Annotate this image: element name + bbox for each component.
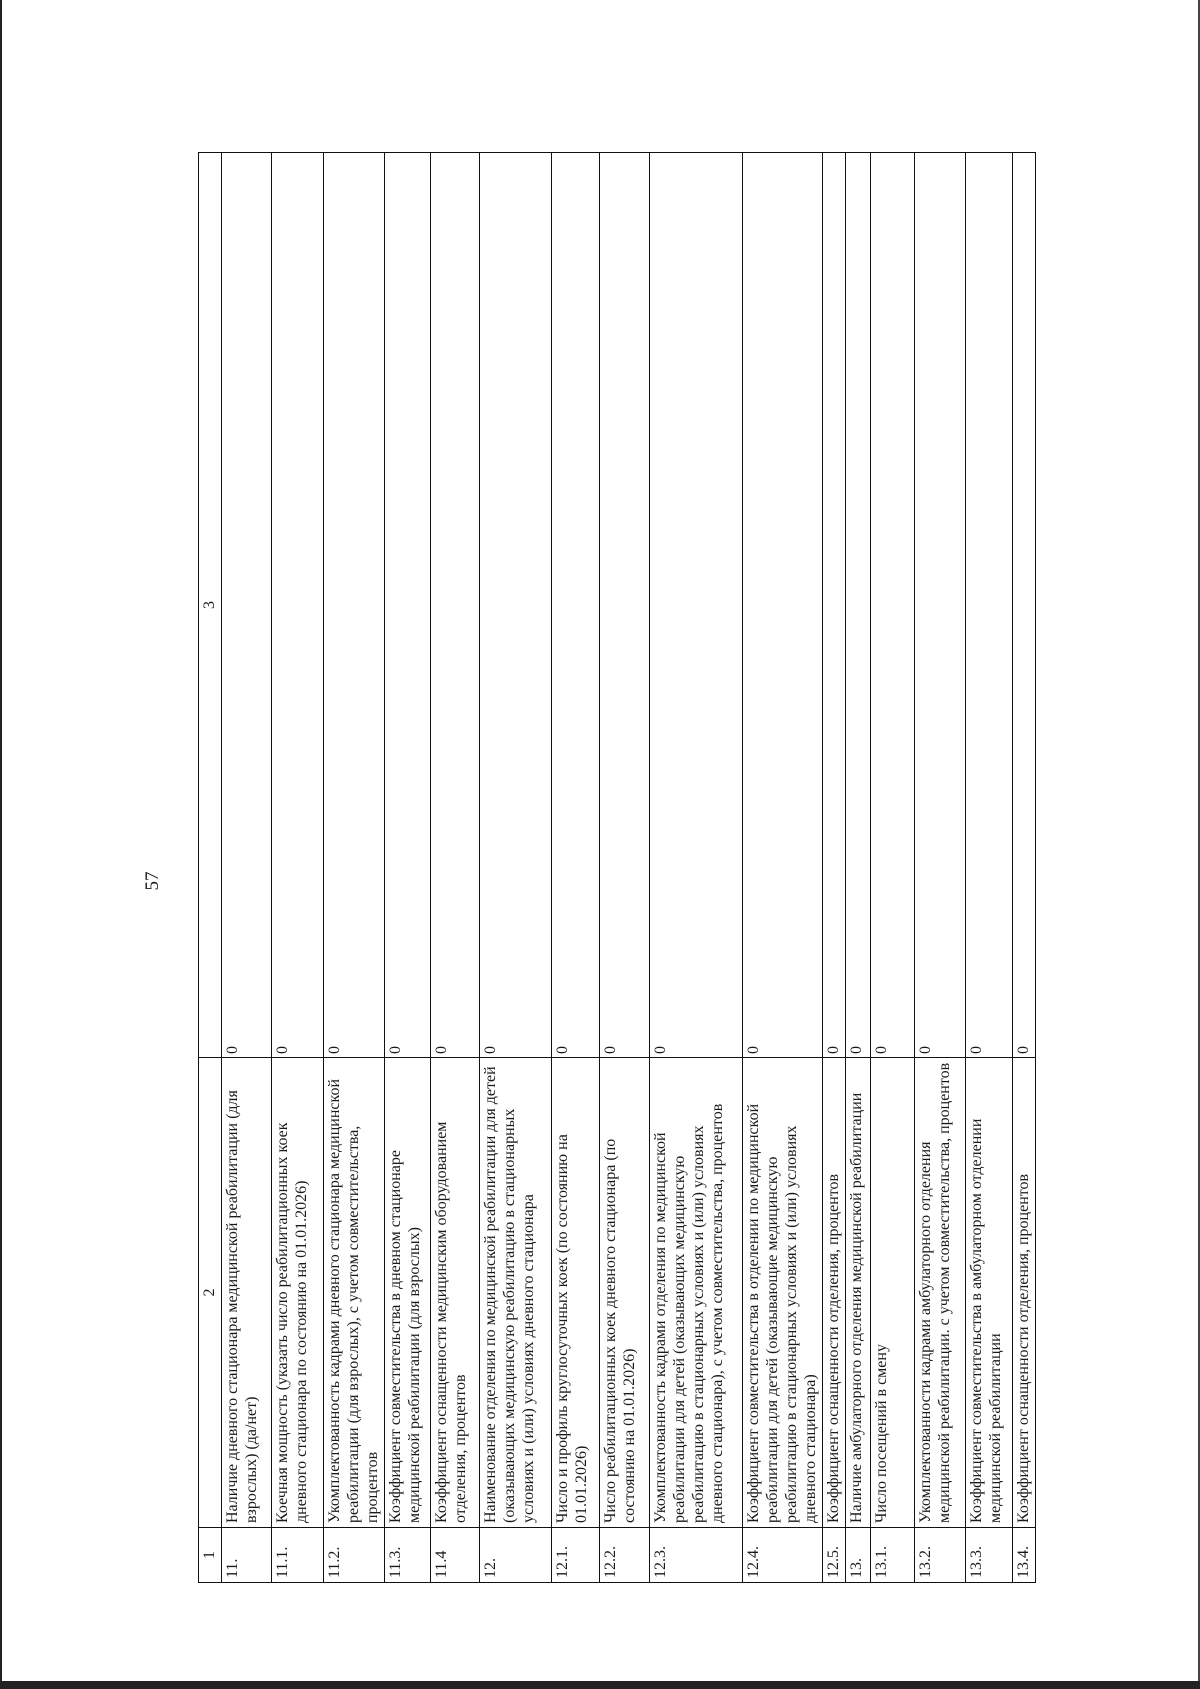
row-value: 0 xyxy=(650,153,743,1058)
header-col-1: 1 xyxy=(199,1528,222,1583)
table-row xyxy=(871,153,915,1583)
table-row xyxy=(272,153,324,1583)
row-label: Наименование отделения по медицинской реабилитации для детей (оказывающих медицинскую реабилитацию в стационарных условиях и (или) условиях дневного стационара xyxy=(480,1058,552,1528)
row-value: 0 xyxy=(222,153,272,1058)
row-value: 0 xyxy=(966,153,1013,1058)
table-row xyxy=(385,153,431,1583)
table-row xyxy=(324,153,385,1583)
row-number: 11.1. xyxy=(272,1528,324,1583)
header-col-3: 3 xyxy=(199,153,222,1058)
table-row xyxy=(915,153,966,1583)
row-label: Число посещений в смену xyxy=(871,1058,915,1528)
row-label: Коэффициент оснащенности медицинским оборудованием отделения, процентов xyxy=(431,1058,480,1528)
table-row xyxy=(650,153,743,1583)
row-number: 13.1. xyxy=(871,1528,915,1583)
header-row xyxy=(199,153,222,1583)
row-number: 11. xyxy=(222,1528,272,1583)
row-label: Коэффициент оснащенности отделения, процентов xyxy=(823,1058,846,1528)
scan-edge-left xyxy=(0,0,2,1689)
table-row xyxy=(846,153,871,1583)
row-value: 0 xyxy=(272,153,324,1058)
row-value: 0 xyxy=(823,153,846,1058)
row-value: 0 xyxy=(600,153,650,1058)
row-value: 0 xyxy=(1013,153,1036,1058)
row-value: 0 xyxy=(915,153,966,1058)
table-row xyxy=(600,153,650,1583)
row-value: 0 xyxy=(552,153,600,1058)
table-row xyxy=(1013,153,1036,1583)
scan-edge-bottom xyxy=(0,1681,1200,1689)
row-number: 13. xyxy=(846,1528,871,1583)
row-label: Коэффициент совместительства в отделении по медицинской реабилитации для детей (оказывающие медицинскую реабилитацию в стационарных условиях и (или) условиях дневного стационара) xyxy=(743,1058,823,1528)
row-label: Коэффициент совместительства в амбулаторном отделении медицинской реабилитации xyxy=(966,1058,1013,1528)
indicators-table xyxy=(198,152,1036,1583)
row-number: 12.3. xyxy=(650,1528,743,1583)
row-label: Число и профиль круглосуточных коек (по состоянию на 01.01.2026) xyxy=(552,1058,600,1528)
row-number: 11.3. xyxy=(385,1528,431,1583)
row-value: 0 xyxy=(385,153,431,1058)
table-row xyxy=(431,153,480,1583)
row-number: 12.2. xyxy=(600,1528,650,1583)
table-row xyxy=(823,153,846,1583)
table-row xyxy=(966,153,1013,1583)
row-label: Наличие дневного стационара медицинской реабилитации (для взрослых) (да/нет) xyxy=(222,1058,272,1528)
row-label: Коэффициент оснащенности отделения, процентов xyxy=(1013,1058,1036,1528)
row-label: Укомплектованность кадрами дневного стационара медицинской реабилитации (для взрослых), с учетом совместительства, процентов xyxy=(324,1058,385,1528)
row-value: 0 xyxy=(871,153,915,1058)
row-label: Число реабилитационных коек дневного стационара (по состоянию на 01.01.2026) xyxy=(600,1058,650,1528)
row-label: Коечная мощность (указать число реабилитационных коек дневного стационара по состоянию на 01.01.2026) xyxy=(272,1058,324,1528)
row-value: 0 xyxy=(431,153,480,1058)
row-number: 13.3. xyxy=(966,1528,1013,1583)
row-label: Укомплектованность кадрами отделения по медицинской реабилитации для детей (оказывающих медицинскую реабилитацию в стационарных условиях и (или) условиях дневного стационара), с учетом совместительства, процентов xyxy=(650,1058,743,1528)
row-label: Коэффициент совместительства в дневном стационаре медицинской реабилитации (для взрослых) xyxy=(385,1058,431,1528)
row-label: Укомплектованности кадрами амбулаторного отделения медицинской реабилитации. с учетом совместительства, процентов xyxy=(915,1058,966,1528)
row-label: Наличие амбулаторного отделения медицинской реабилитации xyxy=(846,1058,871,1528)
rotated-table-wrapper xyxy=(198,153,1048,1583)
row-value: 0 xyxy=(743,153,823,1058)
row-value: 0 xyxy=(846,153,871,1058)
row-number: 12.5. xyxy=(823,1528,846,1583)
row-number: 12.4. xyxy=(743,1528,823,1583)
table-row xyxy=(743,153,823,1583)
row-number: 12.1. xyxy=(552,1528,600,1583)
row-number: 11.2. xyxy=(324,1528,385,1583)
table-row xyxy=(480,153,552,1583)
row-number: 13.4. xyxy=(1013,1528,1036,1583)
row-number: 11.4 xyxy=(431,1528,480,1583)
row-number: 12. xyxy=(480,1528,552,1583)
row-number: 13.2. xyxy=(915,1528,966,1583)
page-number: 57 xyxy=(142,871,163,891)
row-value: 0 xyxy=(324,153,385,1058)
header-col-2: 2 xyxy=(199,1058,222,1528)
row-value: 0 xyxy=(480,153,552,1058)
table-row xyxy=(552,153,600,1583)
table-row xyxy=(222,153,272,1583)
